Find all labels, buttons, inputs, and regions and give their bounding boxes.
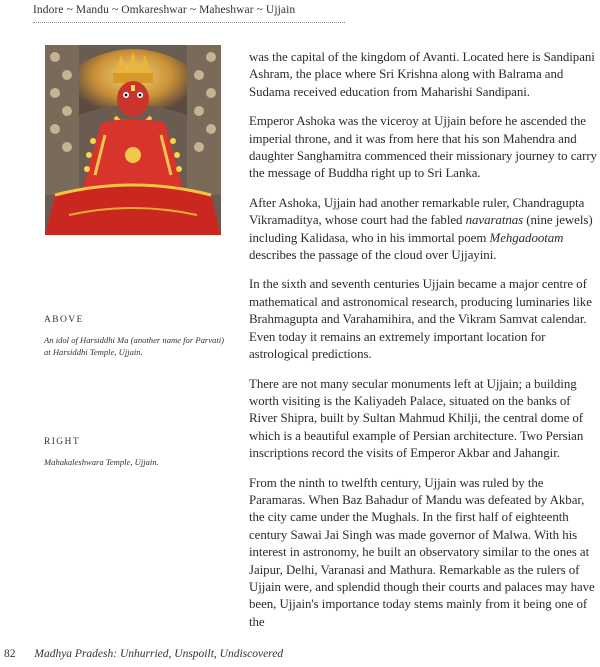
paragraph-astronomy: In the sixth and seventh centuries Ujjain became a major centre of mathematical and astronomical research, producing luminaries like Brahmagupta and Varahamihira, and the Vikram Samvat calendar. Even today it remains an extremely important location for astrological predictions. (249, 277, 592, 362)
caption-right-text: Mahakaleshwara Temple, Ujjain. (44, 457, 159, 467)
header-divider (33, 22, 345, 23)
p3-navaratnas: navaratnas (465, 213, 524, 228)
caption-right-title: RIGHT (44, 437, 81, 447)
body-text (249, 49, 599, 643)
caption-above-text: An idol of Harsiddhi Ma (another name for Parvati) at Harsiddhi Temple, Ujjain. (44, 335, 224, 357)
page-footer (4, 648, 283, 660)
p3-text-a: After Ashoka, Ujjain had another remarkable ruler, Chandragupta Vikramaditya, whose court had the fabled (249, 195, 585, 228)
caption-above (44, 315, 224, 358)
book-title: Madhya Pradesh: Unhurried, Unspoilt, Undiscovered (34, 648, 284, 660)
paragraph-paramaras: From the ninth to twelfth century, Ujjain was ruled by the Paramaras. When Baz Bahadur of Mandu was defeated by Akbar, the city came under the Mughals. In the first half of eighteenth century Sawai Jai Singh was made governor of Malwa. With his interest in astronomy, he built an observatory similar to the ones at Jaipur, Delhi, Varanasi and Mathura. Remarkable as the rulers of Ujjain were, and splendid though their courts and palaces may have been, Ujjain's importance today stems mainly from it being one of the (249, 475, 595, 629)
paragraph-ashoka: Emperor Ashoka was the viceroy at Ujjain before he ascended the imperial throne, and it was from here that his son Mahendra and daughter Sanghamitra commenced their missionary journey to carry the message of Buddha right up to Sri Lanka. (249, 114, 597, 181)
page-number: 82 (4, 648, 16, 660)
idol-illustration (45, 45, 221, 235)
p3-text-c: (nine jewels) including Kalidasa, who in his immortal poem (249, 213, 593, 245)
caption-above-title: ABOVE (44, 315, 84, 325)
p3-mehgadootam: Mehgadootam (489, 230, 564, 245)
running-header: Indore ~ Mandu ~ Omkareshwar ~ Maheshwar ~ Ujjain (33, 4, 296, 16)
paragraph-monuments: There are not many secular monuments left at Ujjain; a building worth visiting is the Kaliyadeh Palace, situated on the banks of River Shipra, built by Sultan Mahmud Khilji, the central dome of which is a beautiful example of Persian architecture. Two Persian inscriptions record the visits of Emperor Akbar and Jahangir. (249, 376, 584, 461)
harsiddhi-idol-photo (45, 45, 221, 235)
paragraph-avanti: was the capital of the kingdom of Avanti. Located here is Sandipani Ashram, the place where Sri Krishna along with Balrama and Sudama received education from Maharishi Sandipani. (249, 50, 595, 99)
p3-text-e: describes the passage of the cloud over Ujjayini. (249, 248, 497, 263)
caption-right (44, 437, 224, 468)
paragraph-vikramaditya (249, 195, 599, 265)
